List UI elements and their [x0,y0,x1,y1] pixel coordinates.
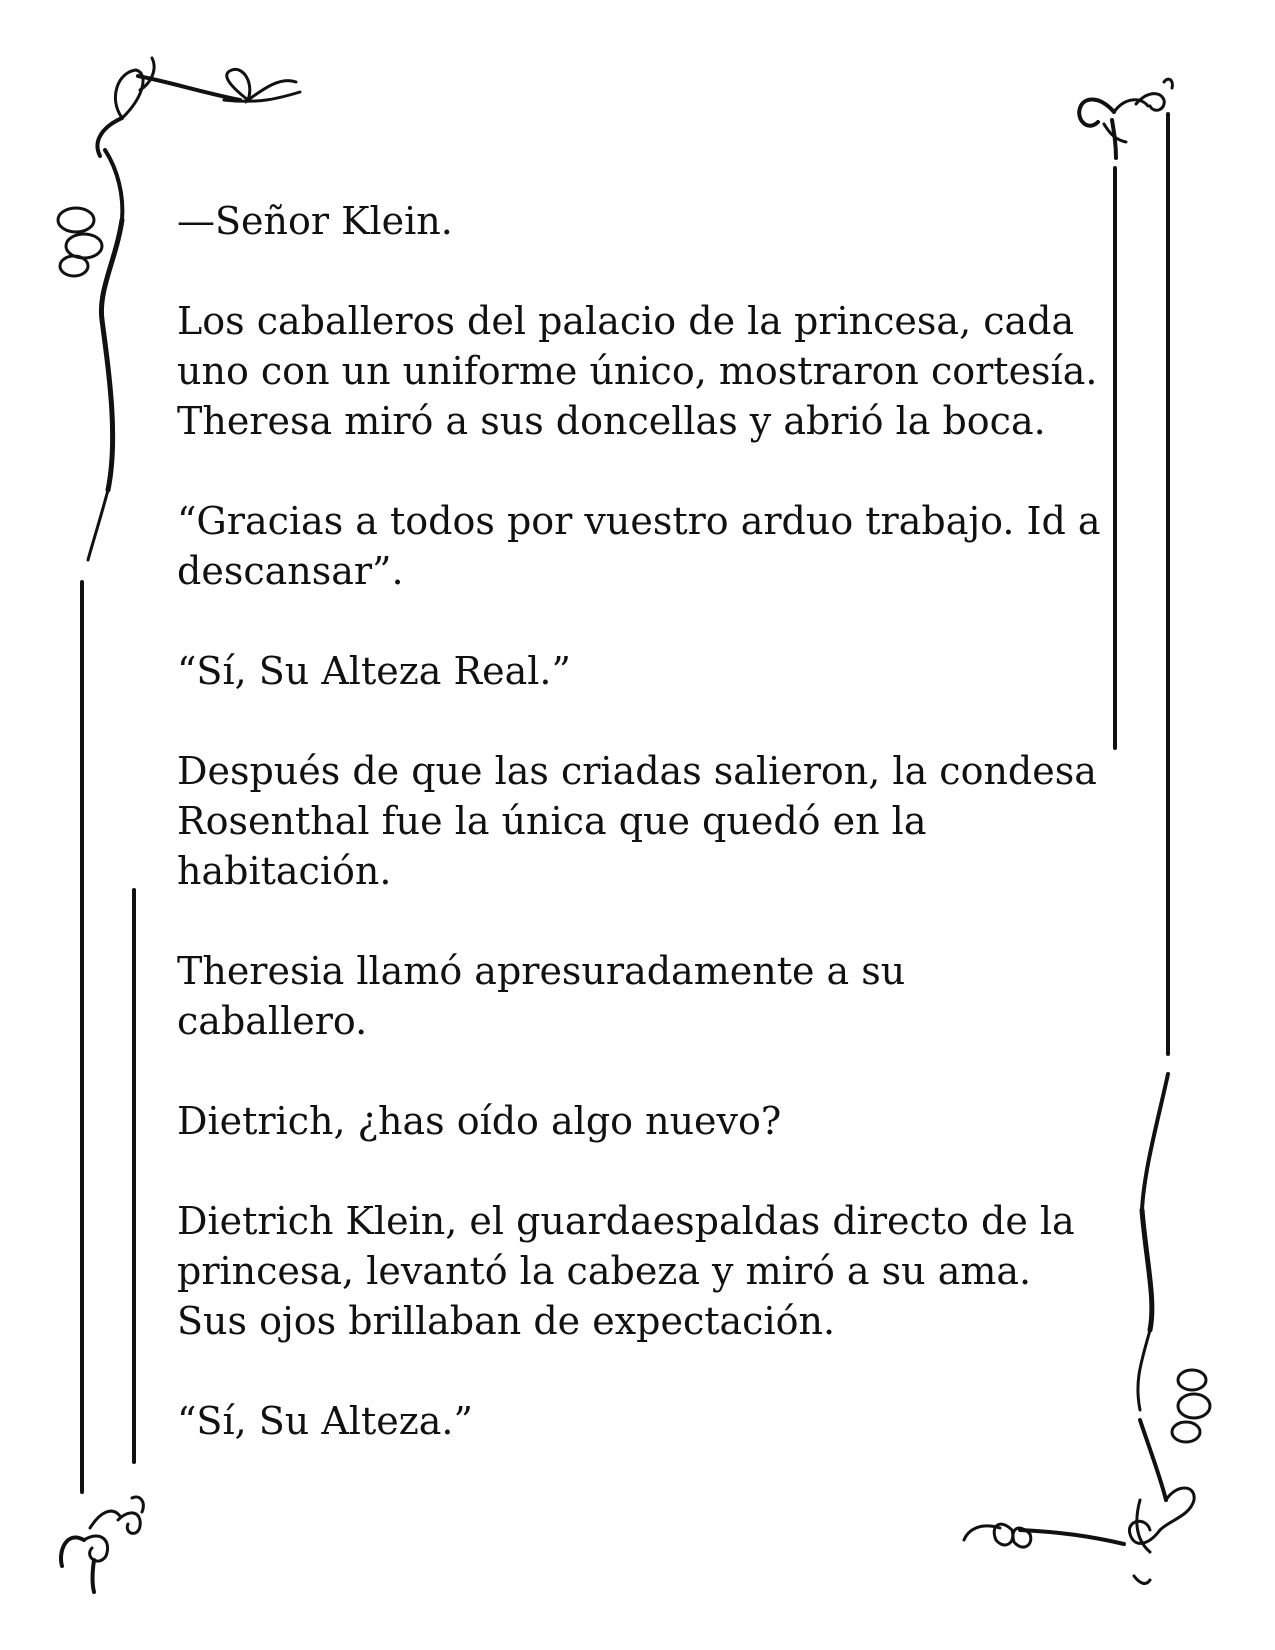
paragraph: Dietrich, ¿has oído algo nuevo? [177,1099,782,1143]
paragraph: —Señor Klein. [177,199,453,243]
paragraph: Dietrich Klein, el guardaespaldas directo de la princesa, levantó la cabeza y miró a su ama. Sus ojos brillaban de expectación. [177,1199,1075,1343]
paragraph: “Sí, Su Alteza Real.” [177,649,571,693]
paragraph: “Gracias a todos por vuestro arduo trabajo. Id a descansar”. [177,499,1101,593]
paragraph: Theresia llamó apresuradamente a su caballero. [177,949,906,1043]
top-right-flourish-icon [1079,79,1172,158]
bottom-left-flourish-icon [61,1497,143,1592]
paragraph: “Sí, Su Alteza.” [177,1399,473,1443]
body-text [177,196,1117,1496]
paragraph: Los caballeros del palacio de la princesa, cada uno con un uniforme único, mostraron cortesía. Theresa miró a sus doncellas y abrió la boca. [177,299,1098,443]
paragraph: Después de que las criadas salieron, la condesa Rosenthal fue la única que quedó en la habitación. [177,749,1097,893]
